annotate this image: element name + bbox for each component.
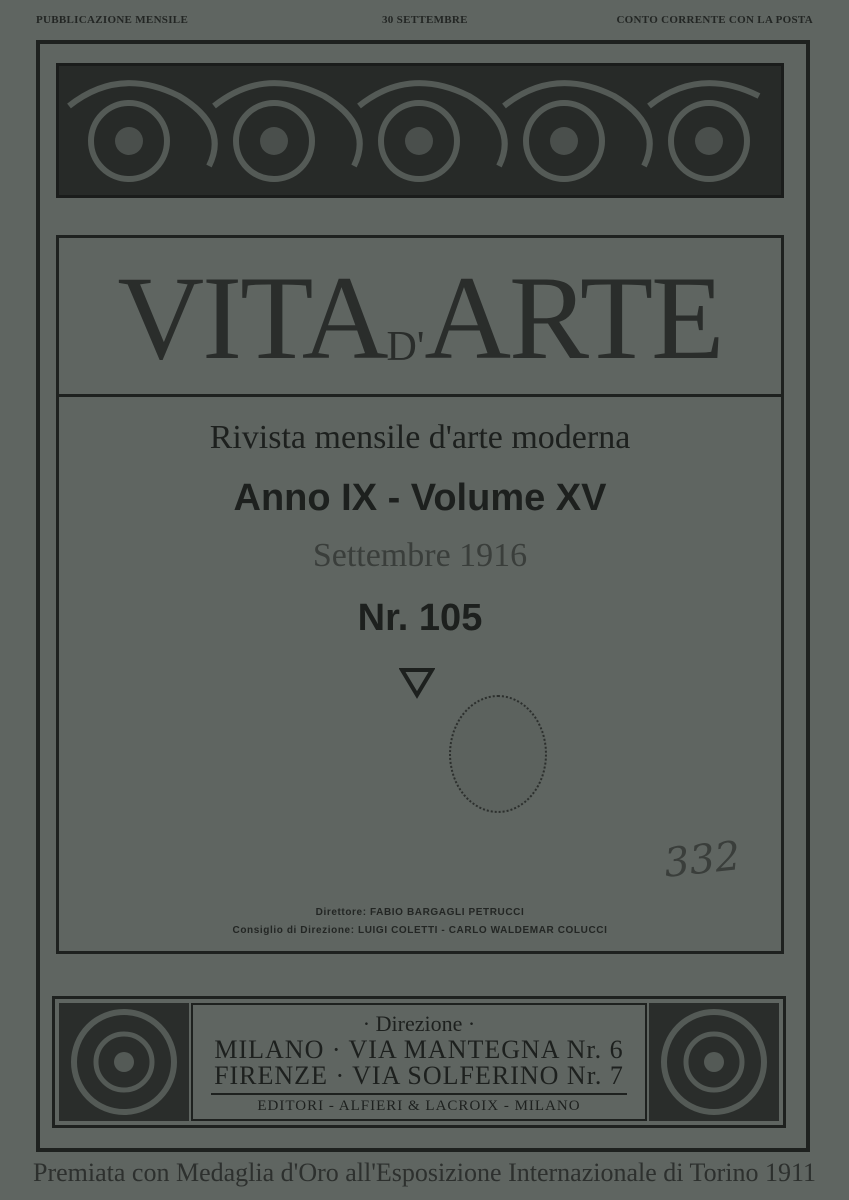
rosette-right	[649, 1003, 779, 1121]
rosette-icon	[59, 1003, 189, 1121]
year-volume: Anno IX - Volume XV	[233, 477, 607, 519]
direction-heading: · Direzione ·	[362, 1011, 476, 1036]
masthead-title	[59, 251, 781, 407]
footer-box	[52, 996, 786, 1128]
masthead-word-vita: VITA	[117, 251, 387, 384]
publication-date: 30 SETTEMBRE	[382, 14, 468, 26]
rosette-left	[59, 1003, 189, 1121]
address-block	[191, 1003, 647, 1121]
triangle-icon	[399, 667, 435, 699]
masthead-article: D'	[386, 324, 425, 370]
director-credit: Direttore: FABIO BARGAGLI PETRUCCI	[315, 907, 525, 918]
postal-account: CONTO CORRENTE CON LA POSTA	[616, 14, 813, 26]
council-credit: Consiglio di Direzione: LUIGI COLETTI - CARLO WALDEMAR COLUCCI	[232, 925, 608, 936]
subtitle: Rivista mensile d'arte moderna	[209, 419, 631, 456]
publication-frequency: PUBBLICAZIONE MENSILE	[36, 14, 189, 26]
publishers: EDITORI - ALFIERI & LACROIX - MILANO	[211, 1093, 627, 1115]
masthead-word-arte: ARTE	[424, 251, 723, 384]
firenze-address: FIRENZE · VIA SOLFERINO Nr. 7	[214, 1061, 624, 1090]
rosette-icon	[649, 1003, 779, 1121]
handwritten-number: 332	[661, 833, 743, 887]
milano-address: MILANO · VIA MANTEGNA Nr. 6	[214, 1035, 624, 1064]
issue-number: Nr. 105	[357, 597, 483, 639]
acanthus-scroll-icon	[59, 66, 781, 195]
issue-month: Settembre 1916	[312, 537, 528, 574]
issue-info-box	[56, 394, 784, 954]
award-line: Premiata con Medaglia d'Oro all'Esposizione Internazionale di Torino 1911	[33, 1158, 816, 1187]
masthead-box	[56, 235, 784, 397]
library-stamp	[449, 695, 547, 813]
ornamental-frieze	[56, 63, 784, 198]
